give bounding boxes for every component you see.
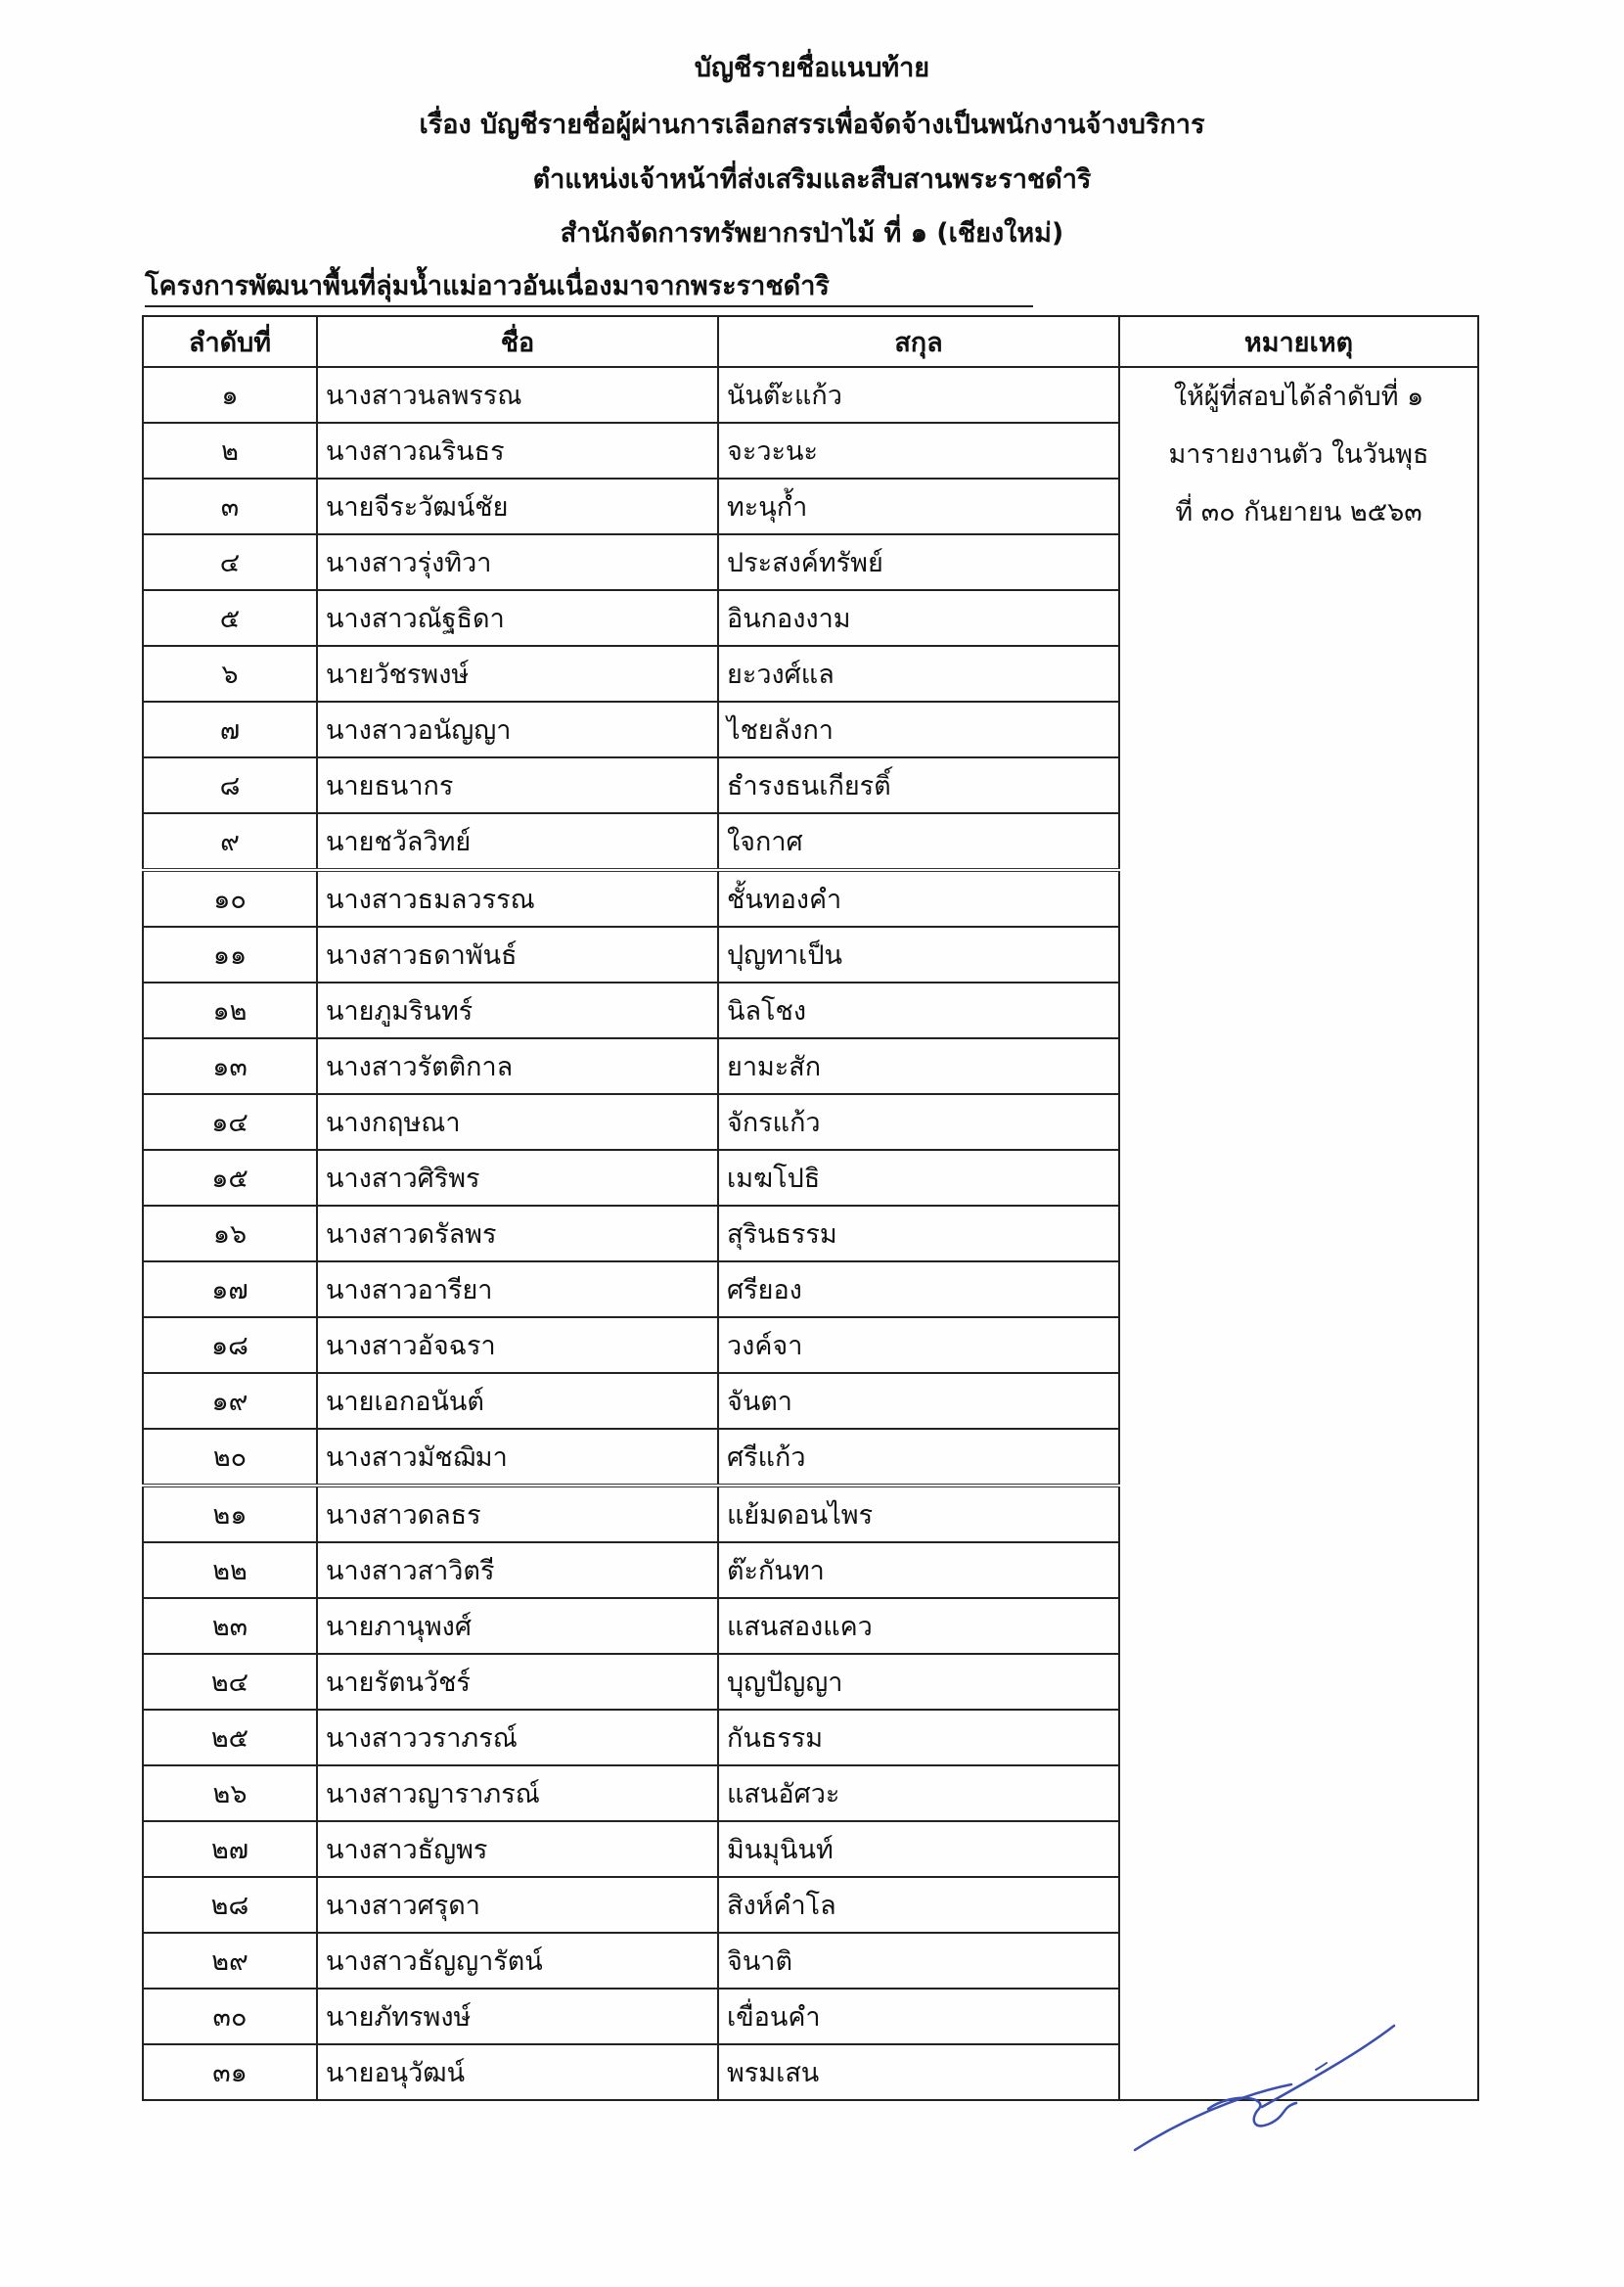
row-name: นางสาวธมลวรรณ bbox=[317, 870, 718, 927]
project-underline bbox=[145, 305, 1033, 307]
row-surname: แสนสองแคว bbox=[718, 1598, 1119, 1654]
row-number: ๓ bbox=[143, 479, 317, 534]
row-surname: จักรแก้ว bbox=[718, 1094, 1119, 1150]
row-number: ๑๖ bbox=[143, 1206, 317, 1261]
row-name: นายภูมรินทร์ bbox=[317, 983, 718, 1038]
row-number: ๑๘ bbox=[143, 1317, 317, 1373]
row-name: นางสาวอารียา bbox=[317, 1261, 718, 1317]
row-number: ๒๖ bbox=[143, 1765, 317, 1821]
row-surname: ต๊ะกันทา bbox=[718, 1542, 1119, 1598]
row-name: นางกฤษณา bbox=[317, 1094, 718, 1150]
row-number: ๑๔ bbox=[143, 1094, 317, 1150]
project-title: โครงการพัฒนาพื้นที่ลุ่มน้ำแม่อาวอันเนื่องมาจากพระราชดำริ bbox=[145, 271, 830, 301]
row-surname: ไชยลังกา bbox=[718, 702, 1119, 757]
office-title: สำนักจัดการทรัพยากรป่าไม้ ที่ ๑ (เชียงใหม่) bbox=[560, 218, 1064, 249]
roster-table bbox=[142, 315, 1479, 2101]
row-number: ๑๑ bbox=[143, 927, 317, 983]
row-surname: ยะวงศ์แล bbox=[718, 646, 1119, 702]
row-surname: ศรียอง bbox=[718, 1261, 1119, 1317]
row-number: ๑๐ bbox=[143, 870, 317, 927]
row-name: นายภัทรพงษ์ bbox=[317, 1989, 718, 2044]
row-surname: บุญปัญญา bbox=[718, 1654, 1119, 1710]
row-name: นางสาวณรินธร bbox=[317, 423, 718, 479]
row-surname: ธำรงธนเกียรติ์ bbox=[718, 757, 1119, 813]
row-surname: ชั้นทองคำ bbox=[718, 870, 1119, 927]
row-surname: ยามะสัก bbox=[718, 1038, 1119, 1094]
row-surname: วงค์จา bbox=[718, 1317, 1119, 1373]
row-surname: กันธรรม bbox=[718, 1710, 1119, 1765]
row-name: นางสาวศรุดา bbox=[317, 1877, 718, 1933]
column-header-surname: สกุล bbox=[718, 316, 1119, 367]
row-number: ๒ bbox=[143, 423, 317, 479]
row-name: นางสาวศิริพร bbox=[317, 1150, 718, 1206]
row-surname: แย้มดอนไพร bbox=[718, 1486, 1119, 1542]
row-name: นายรัตนวัชร์ bbox=[317, 1654, 718, 1710]
row-name: นางสาวสาวิตรี bbox=[317, 1542, 718, 1598]
column-header-remark: หมายเหตุ bbox=[1119, 316, 1478, 367]
row-number: ๒๗ bbox=[143, 1821, 317, 1877]
row-name: นายชวัลวิทย์ bbox=[317, 813, 718, 870]
row-number: ๒๕ bbox=[143, 1710, 317, 1765]
row-name: นางสาวดลธร bbox=[317, 1486, 718, 1542]
row-name: นางสาวมัชฌิมา bbox=[317, 1429, 718, 1486]
row-surname: สิงห์คำโล bbox=[718, 1877, 1119, 1933]
row-surname: อินกองงาม bbox=[718, 590, 1119, 646]
row-surname: แสนอัศวะ bbox=[718, 1765, 1119, 1821]
row-name: นางสาวนลพรรณ bbox=[317, 367, 718, 423]
row-number: ๖ bbox=[143, 646, 317, 702]
row-surname: จะวะนะ bbox=[718, 423, 1119, 479]
row-name: นายเอกอนันต์ bbox=[317, 1373, 718, 1429]
row-number: ๒๒ bbox=[143, 1542, 317, 1598]
row-name: นายภานุพงศ์ bbox=[317, 1598, 718, 1654]
row-number: ๓๑ bbox=[143, 2044, 317, 2100]
row-surname: ศรีแก้ว bbox=[718, 1429, 1119, 1486]
row-number: ๑๒ bbox=[143, 983, 317, 1038]
signature bbox=[1125, 2001, 1399, 2158]
roster-body bbox=[143, 367, 1478, 2100]
row-name: นางสาวอัจฉรา bbox=[317, 1317, 718, 1373]
row-surname: เมฆโปธิ bbox=[718, 1150, 1119, 1206]
row-number: ๒๙ bbox=[143, 1933, 317, 1989]
row-surname: นันต๊ะแก้ว bbox=[718, 367, 1119, 423]
row-number: ๑๙ bbox=[143, 1373, 317, 1429]
row-name: นางสาวรัตติกาล bbox=[317, 1038, 718, 1094]
row-name: นางสาวดรัลพร bbox=[317, 1206, 718, 1261]
row-number: ๒๓ bbox=[143, 1598, 317, 1654]
remark-cell bbox=[1119, 367, 1478, 2100]
row-number: ๒๔ bbox=[143, 1654, 317, 1710]
row-name: นางสาวธัญญารัตน์ bbox=[317, 1933, 718, 1989]
row-name: นางสาวณัฐธิดา bbox=[317, 590, 718, 646]
row-surname: จันตา bbox=[718, 1373, 1119, 1429]
row-number: ๓๐ bbox=[143, 1989, 317, 2044]
row-name: นางสาวธดาพันธ์ bbox=[317, 927, 718, 983]
row-number: ๒๐ bbox=[143, 1429, 317, 1486]
table-header-row bbox=[143, 316, 1478, 367]
row-number: ๑๓ bbox=[143, 1038, 317, 1094]
row-name: นายวัชรพงษ์ bbox=[317, 646, 718, 702]
row-number: ๔ bbox=[143, 534, 317, 590]
position-title: ตำแหน่งเจ้าหน้าที่ส่งเสริมและสืบสานพระราชดำริ bbox=[532, 164, 1092, 195]
row-surname: นิลโชง bbox=[718, 983, 1119, 1038]
row-name: นางสาววราภรณ์ bbox=[317, 1710, 718, 1765]
row-surname: เขื่อนคำ bbox=[718, 1989, 1119, 2044]
row-name: นายอนุวัฒน์ bbox=[317, 2044, 718, 2100]
row-number: ๗ bbox=[143, 702, 317, 757]
row-surname: มินมุนินท์ bbox=[718, 1821, 1119, 1877]
row-number: ๒๘ bbox=[143, 1877, 317, 1933]
row-name: นายจีระวัฒน์ชัย bbox=[317, 479, 718, 534]
row-surname: จินาติ bbox=[718, 1933, 1119, 1989]
row-name: นางสาวญาราภรณ์ bbox=[317, 1765, 718, 1821]
row-surname: พรมเสน bbox=[718, 2044, 1119, 2100]
row-name: นายธนากร bbox=[317, 757, 718, 813]
row-surname: ทะนุก้ำ bbox=[718, 479, 1119, 534]
document-subject: เรื่อง บัญชีรายชื่อผู้ผ่านการเลือกสรรเพื่อจัดจ้างเป็นพนักงานจ้างบริการ bbox=[419, 110, 1205, 140]
row-surname: สุรินธรรม bbox=[718, 1206, 1119, 1261]
column-header-name: ชื่อ bbox=[317, 316, 718, 367]
row-name: นางสาวธัญพร bbox=[317, 1821, 718, 1877]
row-number: ๙ bbox=[143, 813, 317, 870]
row-surname: ประสงค์ทรัพย์ bbox=[718, 534, 1119, 590]
table-row bbox=[143, 367, 1478, 423]
remark-line: มารายงานตัว ในวันพุธ bbox=[1168, 439, 1429, 470]
row-surname: ปุญทาเป็น bbox=[718, 927, 1119, 983]
row-number: ๑๗ bbox=[143, 1261, 317, 1317]
remark-line: ที่ ๓๐ กันยายน ๒๕๖๓ bbox=[1175, 497, 1422, 527]
row-surname: ใจกาศ bbox=[718, 813, 1119, 870]
row-number: ๘ bbox=[143, 757, 317, 813]
document-title: บัญชีรายชื่อแนบท้าย bbox=[694, 53, 930, 83]
row-number: ๑๕ bbox=[143, 1150, 317, 1206]
row-number: ๑ bbox=[143, 367, 317, 423]
row-number: ๕ bbox=[143, 590, 317, 646]
column-header-no: ลำดับที่ bbox=[143, 316, 317, 367]
remark-line: ให้ผู้ที่สอบได้ลำดับที่ ๑ bbox=[1173, 382, 1424, 412]
row-number: ๒๑ bbox=[143, 1486, 317, 1542]
row-name: นางสาวรุ่งทิวา bbox=[317, 534, 718, 590]
row-name: นางสาวอนัญญา bbox=[317, 702, 718, 757]
